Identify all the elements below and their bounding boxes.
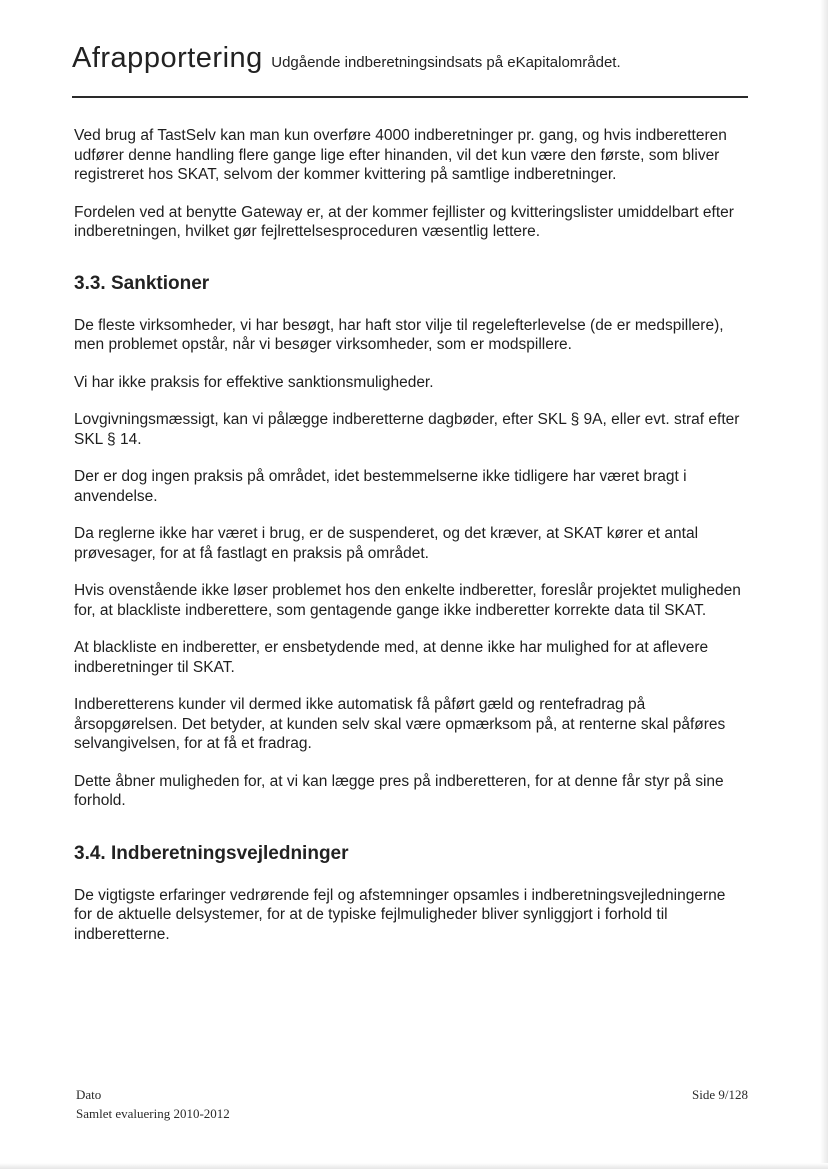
header-subtitle: Udgående indberetningsindsats på eKapitalområdet. bbox=[271, 54, 621, 71]
page-header bbox=[72, 42, 748, 75]
header-title: Afrapportering bbox=[72, 42, 263, 74]
section-heading-indberetningsvejledninger: 3.4. Indberetningsvejledninger bbox=[74, 842, 349, 864]
page-body bbox=[74, 126, 746, 962]
paragraph: Fordelen ved at benytte Gateway er, at der kommer fejllister og kvitteringslister umiddelbart efter indberetningen, hvilket gør fejlrettelsesproceduren væsentlig lettere. bbox=[74, 203, 734, 240]
paragraph: De vigtigste erfaringer vedrørende fejl og afstemninger opsamles i indberetningsvejledningerne for de aktuelle delsystemer, for at de typiske fejlmuligheder bliver synliggjort i forhold til indberetterne. bbox=[74, 886, 726, 943]
paragraph: Hvis ovenstående ikke løser problemet hos den enkelte indberetter, foreslår projektet muligheden for, at blackliste indberettere, som gentagende gange ikke indberetter korrekte data til SKAT. bbox=[74, 582, 741, 619]
paragraph: Der er dog ingen praksis på området, idet bestemmelserne ikke tidligere har været bragt i anvendelse. bbox=[74, 468, 687, 505]
scan-edge-shadow bbox=[0, 1163, 828, 1169]
paragraph: Lovgivningsmæssigt, kan vi pålægge indberetterne dagbøder, efter SKL § 9A, eller evt. straf efter SKL § 14. bbox=[74, 411, 740, 448]
footer-date-label: Dato bbox=[76, 1087, 102, 1102]
paragraph: Indberetterens kunder vil dermed ikke automatisk få påført gæld og rentefradrag på årsopgørelsen. Det betyder, at kunden selv skal være opmærksom på, at renterne skal påføres selvangivelsen, for at få et fradrag. bbox=[74, 696, 726, 752]
paragraph: Ved brug af TastSelv kan man kun overføre 4000 indberetninger pr. gang, og hvis indberetteren udfører denne handling flere gange lige efter hinanden, vil det kun være den første, som bliver registreret hos SKAT, selvom der kommer kvittering på samtlige indberetninger. bbox=[74, 127, 727, 183]
paragraph: De fleste virksomheder, vi har besøgt, har haft stor vilje til regelefterlevelse (de er medspillere), men problemet opstår, når vi besøger virksomheder, som er modspillere. bbox=[74, 316, 724, 353]
footer-left bbox=[76, 1085, 748, 1123]
header-divider bbox=[72, 96, 748, 98]
footer-document-name: Samlet evaluering 2010-2012 bbox=[76, 1106, 230, 1121]
paragraph: Vi har ikke praksis for effektive sanktionsmuligheder. bbox=[74, 373, 434, 391]
paragraph: At blackliste en indberetter, er ensbetydende med, at denne ikke har mulighed for at aflevere indberetninger til SKAT. bbox=[74, 639, 709, 676]
page-footer bbox=[76, 1085, 748, 1123]
scan-edge-shadow bbox=[820, 0, 828, 1169]
paragraph: Da reglerne ikke har været i brug, er de suspenderet, og det kræver, at SKAT kører et antal prøvesager, for at få fastlagt en praksis på området. bbox=[74, 525, 699, 562]
paragraph: Dette åbner muligheden for, at vi kan lægge pres på indberetteren, for at denne får styr på sine forhold. bbox=[74, 772, 724, 809]
section-heading-sanktioner: 3.3. Sanktioner bbox=[74, 272, 210, 294]
page-number: Side 9/128 bbox=[692, 1087, 748, 1102]
